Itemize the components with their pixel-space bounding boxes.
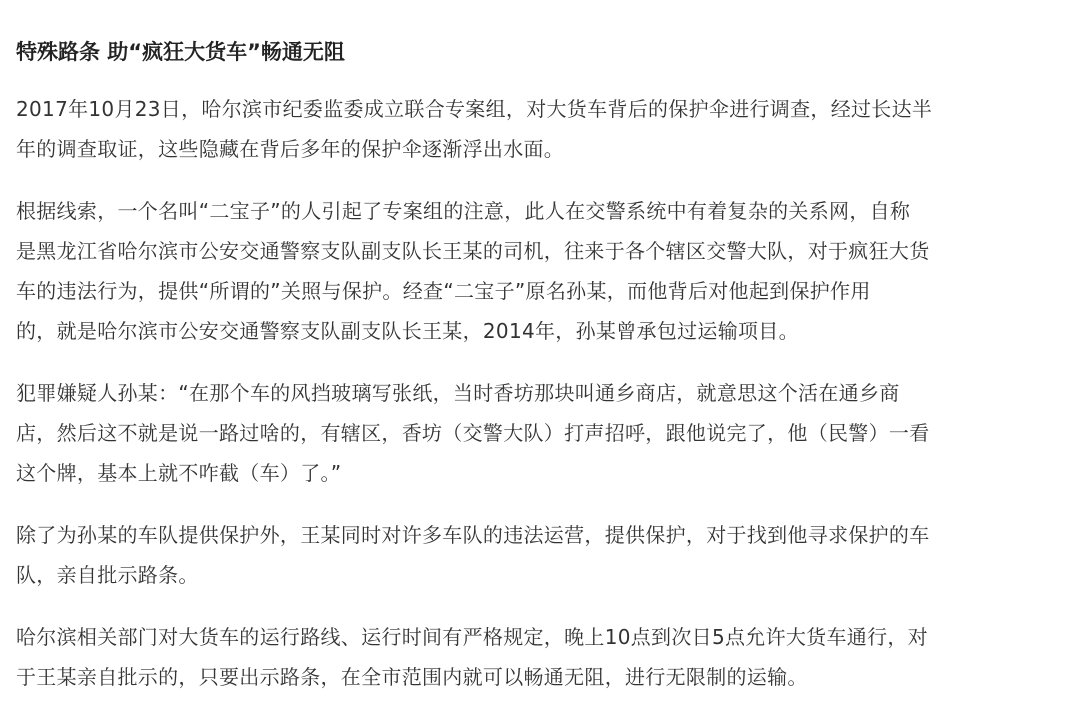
article-heading: 特殊路条 助“疯狂大货车”畅通无阻 — [16, 40, 345, 64]
paragraph-3 — [16, 373, 1016, 493]
paragraph-line: 除了为孙某的车队提供保护外，王某同时对许多车队的违法运营，提供保护，对于找到他寻求保护的车 — [16, 523, 930, 547]
paragraph-line: 根据线索，一个名叫“二宝子”的人引起了专案组的注意，此人在交警系统中有着复杂的关系网，自称 — [16, 199, 911, 223]
paragraph-line: 队，亲自批示路条。 — [16, 563, 199, 587]
paragraph-line: 犯罪嫌疑人孙某：“在那个车的风挡玻璃写张纸，当时香坊那块叫通乡商店，就意思这个活在通乡商 — [16, 381, 900, 405]
paragraph-1 — [16, 89, 1016, 169]
paragraph-line: 年的调查取证，这些隐藏在背后多年的保护伞逐渐浮出水面。 — [16, 137, 565, 161]
paragraph-line: 这个牌，基本上就不咋截（车）了。” — [16, 461, 342, 485]
paragraph-line: 是黑龙江省哈尔滨市公安交通警察支队副支队长王某的司机，往来于各个辖区交警大队，对于疯狂大货 — [16, 239, 930, 263]
paragraph-line: 的，就是哈尔滨市公安交通警察支队副支队长王某，2014年，孙某曾承包过运输项目。 — [16, 319, 799, 343]
paragraph-line: 车的违法行为，提供“所谓的”关照与保护。经查“二宝子”原名孙某，而他背后对他起到保护作用 — [16, 279, 871, 303]
paragraph-line: 哈尔滨相关部门对大货车的运行路线、运行时间有严格规定，晚上10点到次日5点允许大货车通行，对 — [16, 625, 928, 649]
paragraph-5 — [16, 617, 1016, 697]
paragraph-4 — [16, 515, 1016, 595]
paragraph-line: 2017年10月23日，哈尔滨市纪委监委成立联合专案组，对大货车背后的保护伞进行调查，经过长达半 — [16, 97, 933, 121]
paragraph-line: 于王某亲自批示的，只要出示路条，在全市范围内就可以畅通无阻，进行无限制的运输。 — [16, 665, 808, 689]
article-body — [16, 0, 1016, 697]
paragraph-line: 店，然后这不就是说一路过啥的，有辖区，香坊（交警大队）打声招呼，跟他说完了，他（民警）一看 — [16, 421, 930, 445]
paragraph-2 — [16, 191, 1016, 351]
